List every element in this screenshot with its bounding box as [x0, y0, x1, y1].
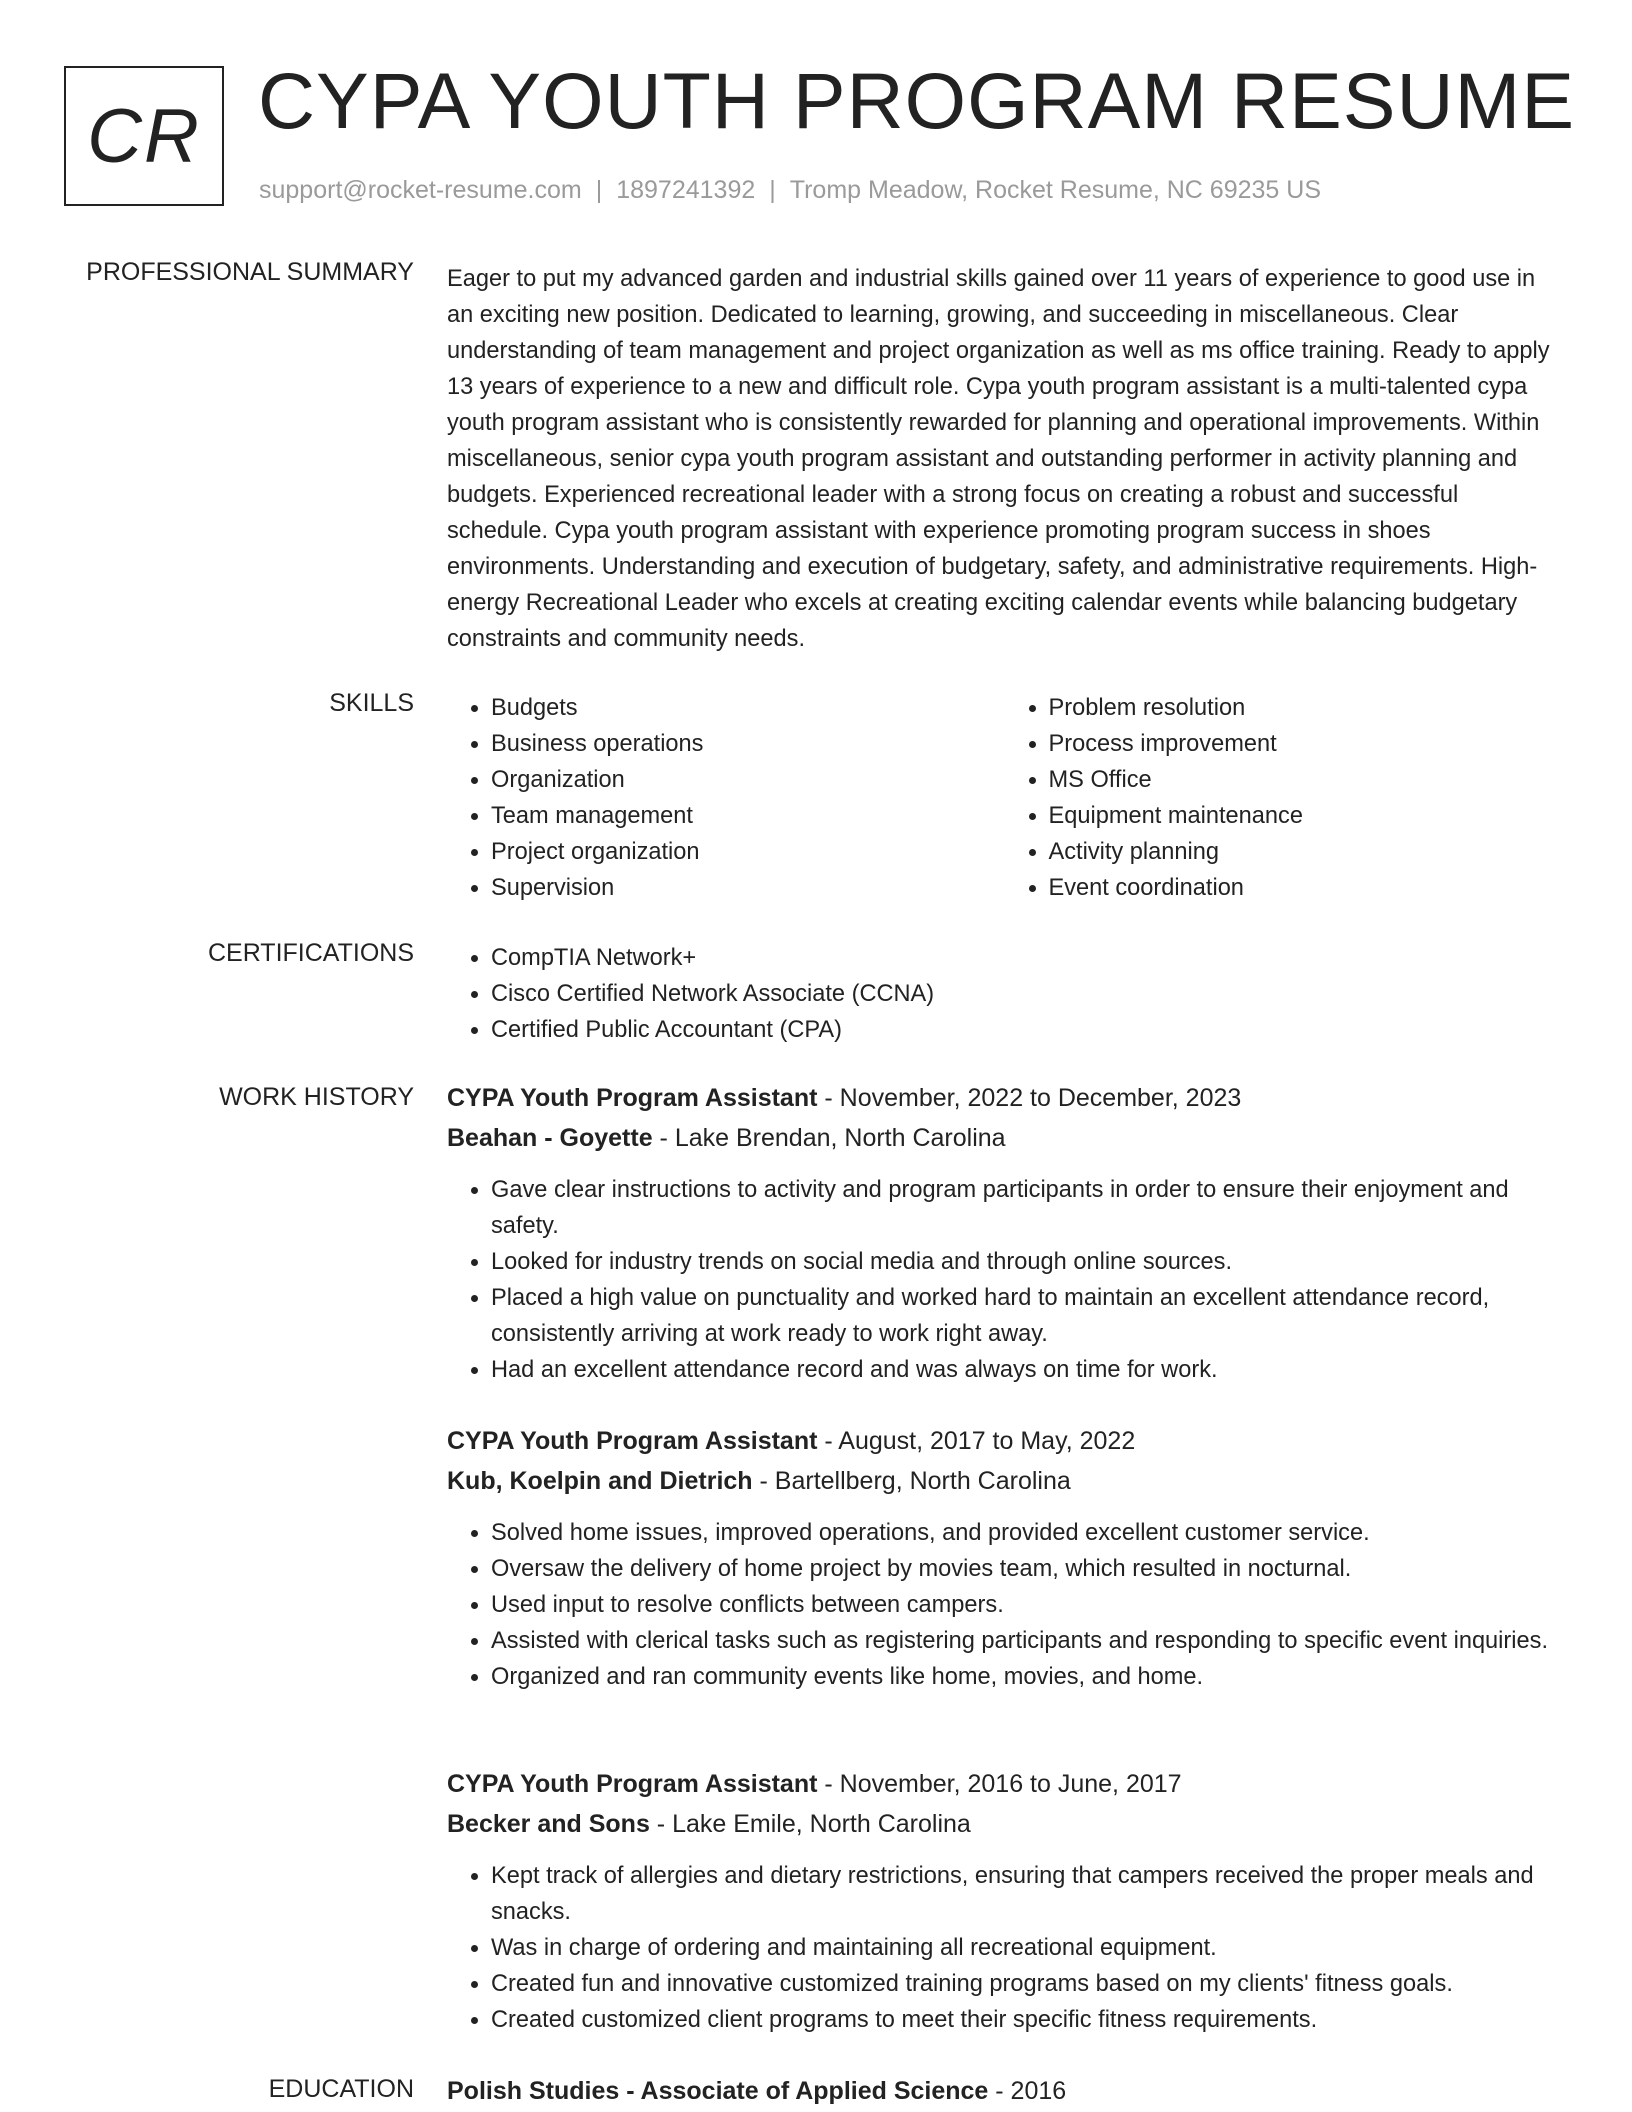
skill-item: • Team management	[491, 798, 1005, 834]
contact-email[interactable]: support@rocket-resume.com	[259, 176, 582, 204]
job-duty: • Assisted with clerical tasks such as registering participants and responding to specific event inquiries.	[491, 1623, 1562, 1659]
job-duties	[447, 1515, 1562, 1695]
skill-item: • Process improvement	[1049, 726, 1563, 762]
certifications-list	[447, 940, 1562, 1048]
job-duty: • Created customized client programs to meet their specific fitness requirements.	[491, 2002, 1562, 2038]
job-title-line	[447, 1421, 1562, 1461]
skills-heading: SKILLS	[329, 689, 414, 717]
skills-column-right	[1005, 690, 1563, 906]
resume-title: CYPA YOUTH PROGRAM RESUME	[258, 56, 1576, 145]
work-history-heading: WORK HISTORY	[219, 1083, 414, 1111]
certification-item: • CompTIA Network+	[491, 940, 1562, 976]
skill-item: • Problem resolution	[1049, 690, 1563, 726]
job-duty: • Looked for industry trends on social media and through online sources.	[491, 1244, 1562, 1280]
skills-column-left	[447, 690, 1005, 906]
job-duty: • Organized and ran community events like home, movies, and home.	[491, 1659, 1562, 1695]
contact-line	[259, 176, 1321, 205]
job-title: CYPA Youth Program Assistant	[447, 1770, 818, 1798]
certification-item: • Cisco Certified Network Associate (CCNA)	[491, 976, 1562, 1012]
education-heading: EDUCATION	[268, 2075, 414, 2103]
job-location: - Lake Brendan, North Carolina	[652, 1124, 1006, 1152]
skill-item: • Equipment maintenance	[1049, 798, 1563, 834]
skill-item: • MS Office	[1049, 762, 1563, 798]
job-title-line	[447, 1078, 1562, 1118]
skill-item: • Event coordination	[1049, 870, 1563, 906]
job-dates: - November, 2022 to December, 2023	[817, 1084, 1242, 1112]
job-dates: - November, 2016 to June, 2017	[817, 1770, 1182, 1798]
job-company-line	[447, 1461, 1562, 1501]
education-degree: Polish Studies - Associate of Applied Science	[447, 2077, 989, 2105]
skill-item: • Activity planning	[1049, 834, 1563, 870]
job-title-line	[447, 1764, 1562, 1804]
job-duty: • Placed a high value on punctuality and worked hard to maintain an excellent attendance record, consistently arriving at work ready to work right away.	[491, 1280, 1562, 1352]
job-duty: • Solved home issues, improved operations, and provided excellent customer service.	[491, 1515, 1562, 1551]
skill-item: • Business operations	[491, 726, 1005, 762]
job-company: Becker and Sons	[447, 1810, 650, 1838]
education-entry	[447, 2071, 1562, 2111]
job-company: Beahan - Goyette	[447, 1124, 653, 1152]
job-duties	[447, 1172, 1562, 1388]
summary-heading: PROFESSIONAL SUMMARY	[86, 258, 414, 286]
job-duty: • Oversaw the delivery of home project by movies team, which resulted in nocturnal.	[491, 1551, 1562, 1587]
monogram-initials: CR	[87, 93, 201, 179]
job-title: CYPA Youth Program Assistant	[447, 1427, 818, 1455]
job-title: CYPA Youth Program Assistant	[447, 1084, 818, 1112]
job-company-line	[447, 1118, 1562, 1158]
skills-list	[447, 690, 1562, 906]
job-duty: • Used input to resolve conflicts between campers.	[491, 1587, 1562, 1623]
job-location: - Bartellberg, North Carolina	[752, 1467, 1071, 1495]
certification-item: • Certified Public Accountant (CPA)	[491, 1012, 1562, 1048]
job-location: - Lake Emile, North Carolina	[649, 1810, 971, 1838]
job-company-line	[447, 1804, 1562, 1844]
job-duty: • Created fun and innovative customized training programs based on my clients' fitness goals.	[491, 1966, 1562, 2002]
job-duty: • Kept track of allergies and dietary restrictions, ensuring that campers received the proper meals and snacks.	[491, 1858, 1562, 1930]
skill-item: • Project organization	[491, 834, 1005, 870]
job-duty: • Had an excellent attendance record and was always on time for work.	[491, 1352, 1562, 1388]
monogram-logo	[64, 66, 224, 206]
skill-item: • Organization	[491, 762, 1005, 798]
job-dates: - August, 2017 to May, 2022	[817, 1427, 1136, 1455]
job-body	[447, 1421, 1562, 1695]
job-company: Kub, Koelpin and Dietrich	[447, 1467, 753, 1495]
skill-item: • Supervision	[491, 870, 1005, 906]
contact-separator: |	[769, 176, 776, 204]
education-year: - 2016	[988, 2077, 1067, 2105]
job-duty: • Gave clear instructions to activity and program participants in order to ensure their enjoyment and safety.	[491, 1172, 1562, 1244]
job-body	[447, 1078, 1562, 1388]
job-duty: • Was in charge of ordering and maintaining all recreational equipment.	[491, 1930, 1562, 1966]
job-duties	[447, 1858, 1562, 2038]
contact-phone[interactable]: 1897241392	[616, 176, 756, 204]
summary-text: Eager to put my advanced garden and industrial skills gained over 11 years of experience to good use in an exciting new position. Dedicated to learning, growing, and succeeding in miscellaneous. Clear understanding of team management and project organization as well as ms office training. Ready to apply 13 years of experience to a new and difficult role. Cypa youth program assistant is a multi-talented cypa youth program assistant who is consistently rewarded for planning and operational improvements. Within miscellaneous, senior cypa youth program assistant and outstanding performer in activity planning and budgets. Experienced recreational leader with a strong focus on creating a robust and successful schedule. Cypa youth program assistant with experience promoting program success in shoes environments. Understanding and execution of budgetary, safety, and administrative requirements. High-energy Recreational Leader who excels at creating exciting calendar events while balancing budgetary constraints and community needs.	[447, 266, 1550, 652]
contact-address: Tromp Meadow, Rocket Resume, NC 69235 US	[789, 176, 1322, 204]
certifications-heading: CERTIFICATIONS	[207, 939, 414, 967]
skill-item: • Budgets	[491, 690, 1005, 726]
contact-separator: |	[595, 176, 603, 204]
job-body	[447, 1764, 1562, 2038]
summary-body	[447, 261, 1562, 657]
